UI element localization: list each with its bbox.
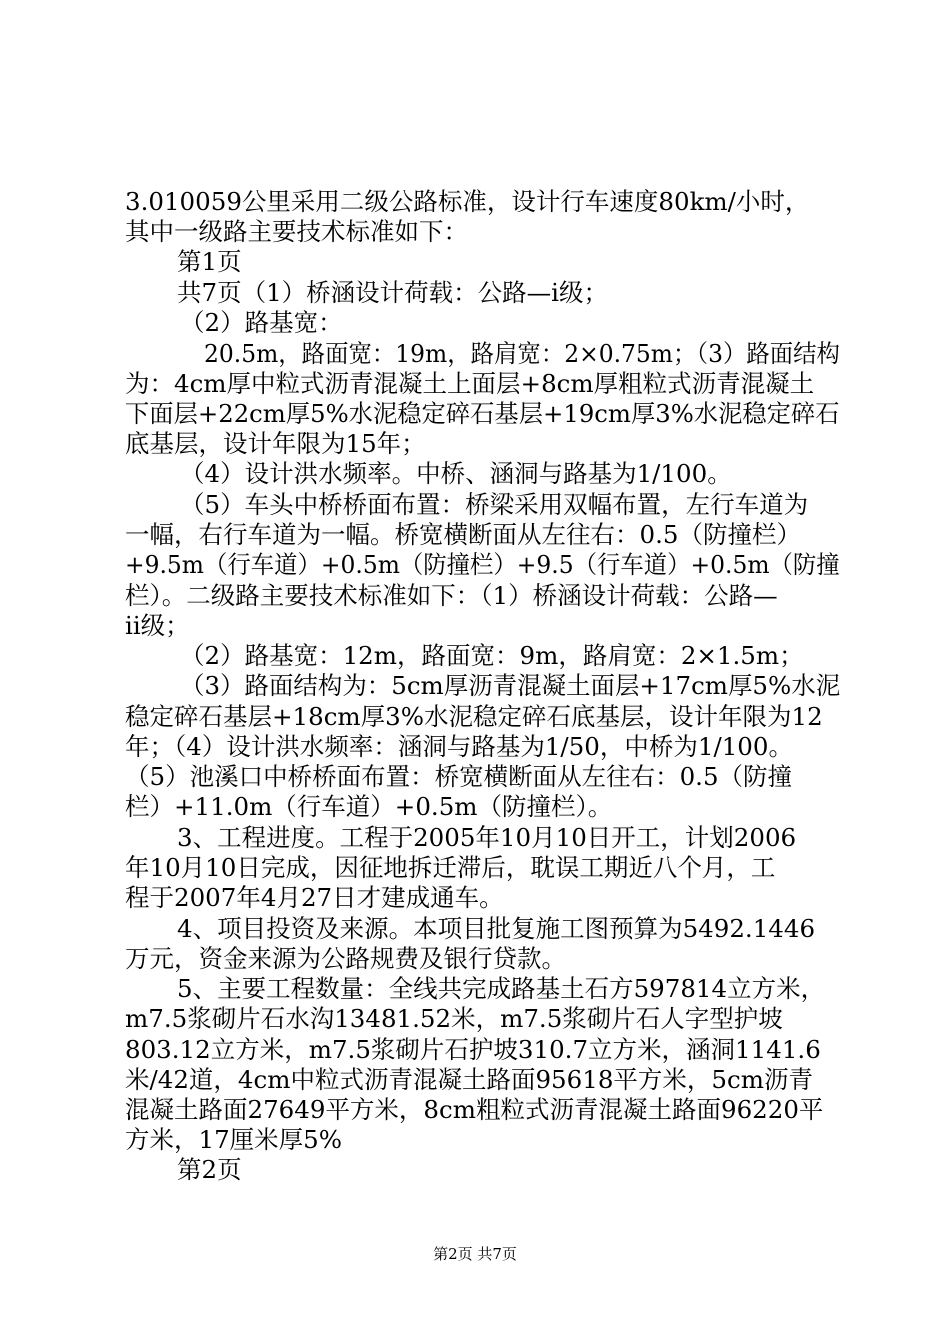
text-line: 其中一级路主要技术标准如下： (125, 217, 468, 246)
text-line: 米/42道，4cm中粒式沥青混凝土路面95618平方米，5cm沥青 (125, 1065, 813, 1094)
text-line: +9.5m（行车道）+0.5m（防撞栏）+9.5（行车道）+0.5m（防撞 (125, 550, 840, 579)
text-line: 4、项目投资及来源。本项目批复施工图预算为5492.1446 (177, 914, 816, 943)
text-line: 20.5m，路面宽：19m，路肩宽：2×0.75m；（3）路面结构 (204, 339, 840, 368)
text-line: 共7页（1）桥涵设计荷载：公路—i级； (177, 278, 609, 307)
text-line: 程于2007年4月27日才建成通车。 (125, 883, 504, 912)
text-line: 万元，资金来源为公路规费及银行贷款。 (125, 944, 566, 973)
text-line: 为：4cm厚中粒式沥青混凝土上面层+8cm厚粗粒式沥青混凝土 (125, 369, 815, 398)
text-line: 5、主要工程数量：全线共完成路基土石方597814立方米， (177, 974, 826, 1003)
text-line: 3.010059公里采用二级公路标准，设计行车速度80km/小时， (125, 187, 810, 216)
text-line: 稳定碎石基层+18cm厚3%水泥稳定碎石底基层，设计年限为12 (125, 702, 823, 731)
text-line: m7.5浆砌片石水沟13481.52米，m7.5浆砌片石人字型护坡 (125, 1004, 783, 1033)
text-line: （4）设计洪水频率。中桥、涵洞与路基为1/100。 (180, 459, 732, 488)
text-line: （3）路面结构为：5cm厚沥青混凝土面层+17cm厚5%水泥 (180, 671, 841, 700)
text-line: 混凝土路面27649平方米，8cm粗粒式沥青混凝土路面96220平 (125, 1095, 824, 1124)
text-line: 底基层，设计年限为15年； (125, 429, 426, 458)
text-line: 3、工程进度。工程于2005年10月10日开工，计划2006 (177, 823, 797, 852)
text-line: 一幅，右行车道为一幅。桥宽横断面从左往右：0.5（防撞栏） (125, 520, 801, 549)
text-line: 栏）。二级路主要技术标准如下：（1）桥涵设计荷载：公路— (125, 581, 778, 610)
text-line: 803.12立方米，m7.5浆砌片石护坡310.7立方米，涵洞1141.6 (125, 1035, 821, 1064)
text-line: （2）路基宽： (180, 308, 343, 337)
text-line: 方米，17厘米厚5% (125, 1125, 343, 1154)
text-line: 第1页 (177, 247, 242, 276)
page-footer: 第2页 共7页 (433, 1245, 517, 1263)
text-line: 年10月10日完成，因征地拆迁滞后，耽误工期近八个月，工 (125, 853, 776, 882)
text-line: （5）池溪口中桥桥面布置：桥宽横断面从左往右：0.5（防撞 (125, 762, 793, 791)
text-line: 下面层+22cm厚5%水泥稳定碎石基层+19cm厚3%水泥稳定碎石 (125, 399, 840, 428)
text-line: 栏）+11.0m（行车道）+0.5m（防撞栏）。 (125, 792, 613, 821)
text-line: 第2页 (177, 1155, 242, 1184)
text-line: （2）路基宽：12m，路面宽：9m，路肩宽：2×1.5m； (180, 641, 804, 670)
text-line: 年；（4）设计洪水频率：涵洞与路基为1/50，中桥为1/100。 (125, 732, 793, 761)
text-line: （5）车头中桥桥面布置：桥梁采用双幅布置，左行车道为 (180, 490, 809, 519)
text-line: ii级； (125, 611, 190, 640)
